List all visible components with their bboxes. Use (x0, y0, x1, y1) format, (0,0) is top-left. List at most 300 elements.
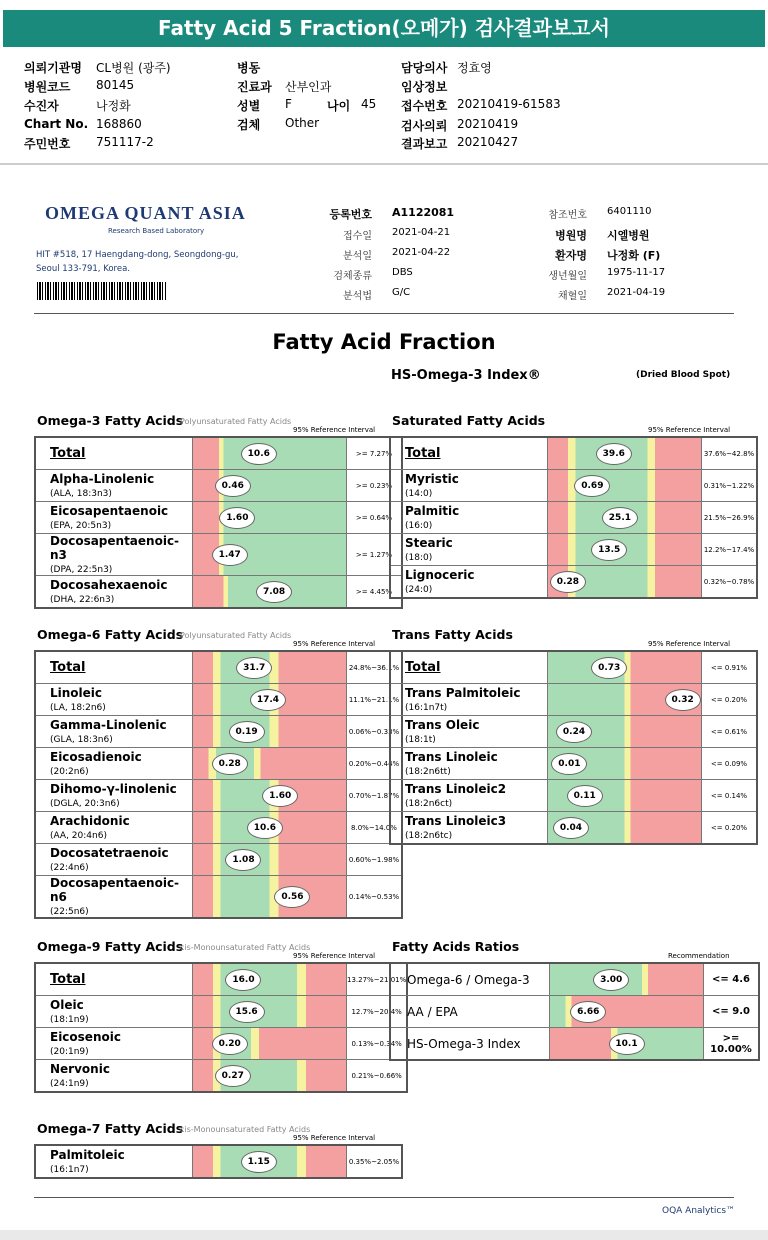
analyte-name: Gamma-Linolenic (50, 718, 167, 732)
analyte-code: (ALA, 18:3n3) (50, 489, 112, 499)
reference-bar (548, 651, 702, 684)
table-row (35, 1145, 402, 1178)
reference-range: 0.35%~2.05% (347, 1145, 403, 1178)
analyte-name-cell (390, 684, 548, 716)
reference-range: <= 0.20% (702, 684, 758, 716)
header-field-label: 병원코드 (24, 80, 71, 94)
section-subtitle: Polyunsaturated Fatty Acids (180, 417, 292, 426)
analyte-name-cell (35, 1060, 193, 1093)
analyte-name-cell (390, 502, 548, 534)
header-field-label: 검체 (237, 118, 261, 132)
reference-bar (193, 651, 347, 684)
table-row (35, 963, 407, 996)
result-value-marker: 1.60 (219, 507, 255, 529)
lab-address-line2: Seoul 133-791, Korea. (36, 264, 130, 274)
analyte-name-cell (35, 470, 193, 502)
result-value-marker: 39.6 (596, 443, 632, 465)
section-title: Saturated Fatty Acids (392, 413, 546, 428)
table-row (35, 876, 402, 919)
reference-bar (193, 576, 347, 609)
analyte-name: Trans Oleic (405, 718, 480, 732)
lab-info-label: 채혈일 (558, 291, 587, 302)
lab-info-label: 병원명 (555, 229, 587, 242)
analyte-name-cell (390, 651, 548, 684)
header-field-value: 751117-2 (96, 135, 154, 149)
result-value-marker: 0.04 (553, 817, 589, 839)
analyte-name-cell (35, 534, 193, 576)
divider (34, 313, 734, 314)
reference-range: <= 0.09% (702, 748, 758, 780)
analyte-name: Stearic (405, 536, 453, 550)
table-row (35, 844, 402, 876)
table-row (390, 437, 757, 470)
header-field-value: 나정화 (96, 99, 131, 113)
analyte-name: Trans Linoleic3 (405, 814, 507, 828)
lab-logo-subtitle: Research Based Laboratory (108, 227, 205, 235)
result-value-marker: 16.0 (225, 969, 261, 991)
reference-bar (548, 470, 702, 502)
lab-logo: OMEGA QUANT ASIA (45, 203, 246, 223)
results-table (389, 650, 758, 845)
analyte-name: Docosapentaenoic-n6 (50, 876, 180, 904)
section-subtitle: Polyunsaturated Fatty Acids (180, 631, 292, 640)
analyte-name-cell (35, 437, 193, 470)
analyte-code: (20:1n9) (50, 1047, 89, 1057)
reference-range: 12.2%~17.4% (702, 534, 758, 566)
result-value-marker: 3.00 (593, 969, 629, 991)
lab-info-label: 환자명 (555, 249, 587, 262)
section-title: Omega-7 Fatty Acids (37, 1121, 184, 1136)
analyte-code: (16:1n7) (50, 1165, 89, 1175)
result-value-marker: 25.1 (602, 507, 638, 529)
analyte-name: Alpha-Linolenic (50, 472, 155, 486)
reference-range: <= 0.61% (702, 716, 758, 748)
result-value-marker: 0.19 (229, 721, 265, 743)
section-title: Trans Fatty Acids (392, 627, 513, 642)
reference-bar (193, 812, 347, 844)
analyte-name-cell (390, 963, 550, 996)
reference-range: <= 0.91% (702, 651, 758, 684)
header-field-value: 정효영 (457, 61, 492, 75)
reference-bar (548, 748, 702, 780)
reference-bar (193, 876, 347, 919)
analyte-name: Trans Linoleic2 (405, 782, 507, 796)
lab-info-value: 6401110 (607, 206, 652, 217)
analyte-name: Oleic (50, 998, 84, 1012)
reference-range: 12.7%~20.4% (347, 996, 408, 1028)
reference-bar (548, 566, 702, 599)
analyte-name-cell (390, 812, 548, 845)
table-row (35, 684, 402, 716)
reference-range: 0.70%~1.87% (347, 780, 403, 812)
analyte-code: (GLA, 18:3n6) (50, 735, 113, 745)
table-row (35, 534, 402, 576)
reference-range: 0.13%~0.34% (347, 1028, 408, 1060)
analyte-name-cell (35, 684, 193, 716)
section-subtitle: cis-Monounsaturated Fatty Acids (180, 943, 311, 952)
reference-bar-zones (193, 502, 346, 533)
result-value-marker: 13.5 (591, 539, 627, 561)
analyte-name: Total (50, 972, 86, 987)
results-table (389, 436, 758, 599)
reference-bar (550, 996, 704, 1028)
analyte-name-cell (35, 748, 193, 780)
reference-bar (193, 963, 347, 996)
reference-bar (548, 502, 702, 534)
result-value-marker: 0.24 (556, 721, 592, 743)
analyte-name: Palmitic (405, 504, 460, 518)
analyte-name: Total (50, 446, 86, 461)
result-value-marker: 0.11 (567, 785, 603, 807)
header-field-label: 병동 (237, 61, 261, 75)
header-field-value: Other (285, 116, 320, 130)
result-value-marker: 1.60 (262, 785, 298, 807)
analyte-name-cell (390, 1028, 550, 1061)
reference-bar-zones (193, 964, 346, 995)
result-value-marker: 1.47 (212, 544, 248, 566)
reference-range: 0.60%~1.98% (347, 844, 403, 876)
lab-info-label: 접수일 (343, 231, 372, 242)
reference-bar (548, 534, 702, 566)
table-row (35, 437, 402, 470)
result-value-marker: 10.6 (241, 443, 277, 465)
reference-interval-label: 95% Reference Interval (648, 640, 731, 648)
reference-bar-zones (548, 470, 701, 501)
analyte-code: (18:1n9) (50, 1015, 89, 1025)
lab-info-label: 분석법 (343, 291, 372, 302)
table-row (35, 502, 402, 534)
reference-range: >= 7.27% (347, 437, 403, 470)
reference-bar (193, 996, 347, 1028)
header-field-label: 결과보고 (401, 137, 448, 151)
table-row (35, 651, 402, 684)
analyte-name: Eicosapentaenoic (50, 504, 169, 518)
analyte-name-cell (390, 996, 550, 1028)
page-title: Fatty Acid Fraction (272, 330, 496, 354)
reference-range: >= 0.23% (347, 470, 403, 502)
analyte-code: (18:2n6tc) (405, 831, 453, 841)
analyte-code: (EPA, 20:5n3) (50, 521, 112, 531)
results-table (389, 962, 760, 1061)
result-value-marker: 0.46 (215, 475, 251, 497)
header-field-label: 검사의뢰 (401, 119, 448, 133)
analyte-code: (22:4n6) (50, 863, 89, 873)
reference-range: 13.27%~21.01% (347, 963, 408, 996)
reference-range: 0.21%~0.66% (347, 1060, 408, 1093)
lab-info-value: 2021-04-21 (392, 227, 451, 238)
reference-range: <= 9.0 (704, 996, 760, 1028)
reference-bar (193, 716, 347, 748)
header-field-value: 20210419 (457, 117, 519, 131)
lab-info-label: 참조번호 (548, 210, 587, 221)
lab-info-value: A1122081 (392, 206, 455, 219)
reference-bar (548, 812, 702, 845)
reference-range: >= 10.00% (704, 1028, 760, 1061)
header-field-value: F (285, 97, 292, 111)
header-field-label: 담당의사 (401, 61, 448, 75)
table-row (390, 716, 757, 748)
reference-bar (193, 844, 347, 876)
analyte-name: Total (405, 660, 441, 675)
result-value-marker: 15.6 (229, 1001, 265, 1023)
header-field-label: 진료과 (237, 80, 272, 94)
table-row (35, 716, 402, 748)
analyte-name: Docosahexaenoic (50, 578, 168, 592)
reference-range: 0.06%~0.33% (347, 716, 403, 748)
header-field-label: 임상정보 (401, 80, 448, 94)
reference-bar-zones (193, 844, 346, 875)
reference-range: 0.20%~0.44% (347, 748, 403, 780)
table-row (390, 566, 757, 599)
result-value-marker: 1.15 (241, 1151, 277, 1173)
table-row (390, 996, 759, 1028)
result-value-marker: 1.08 (225, 849, 261, 871)
analyte-name: Total (50, 660, 86, 675)
section-title: Omega-6 Fatty Acids (37, 627, 184, 642)
analyte-name: Eicosadienoic (50, 750, 142, 764)
footer-brand: OQA Analytics™ (662, 1206, 736, 1216)
divider (0, 163, 768, 165)
reference-bar (193, 470, 347, 502)
header-field-value: CL병원 (광주) (96, 61, 171, 75)
reference-bar (550, 1028, 704, 1061)
lab-info-value: DBS (392, 267, 413, 278)
analyte-code: (18:1t) (405, 735, 436, 745)
reference-bar (193, 684, 347, 716)
header-field-label: 접수번호 (401, 99, 448, 113)
analyte-name-cell (35, 1028, 193, 1060)
report-title-banner: Fatty Acid 5 Fraction(오메가) 검사결과보고서 (3, 10, 765, 47)
analyte-name-cell (390, 470, 548, 502)
reference-bar (193, 534, 347, 576)
header-field-value: 80145 (96, 78, 135, 92)
analyte-name-cell (35, 576, 193, 609)
result-value-marker: 17.4 (250, 689, 286, 711)
result-value-marker: 0.20 (212, 1033, 248, 1055)
divider (34, 1197, 734, 1198)
analyte-name: Linoleic (50, 686, 103, 700)
reference-bar (193, 748, 347, 780)
reference-bar (193, 437, 347, 470)
sample-type-note: (Dried Blood Spot) (636, 370, 731, 380)
result-value-marker: 0.28 (212, 753, 248, 775)
reference-range: 11.1%~21.1% (347, 684, 403, 716)
analyte-code: (18:2n6tt) (405, 767, 451, 777)
lab-info-value: 1975-11-17 (607, 267, 666, 278)
result-value-marker: 0.01 (551, 753, 587, 775)
reference-range: >= 4.45% (347, 576, 403, 609)
analyte-name-cell (35, 1145, 193, 1178)
reference-interval-label: 95% Reference Interval (293, 640, 376, 648)
analyte-name: Trans Linoleic (405, 750, 498, 764)
result-value-marker: 0.56 (274, 886, 310, 908)
results-table (34, 436, 403, 609)
analyte-name-cell (390, 748, 548, 780)
analyte-name: AA / EPA (407, 1004, 458, 1019)
header-field-value: 산부인과 (285, 80, 332, 94)
reference-range: <= 0.20% (702, 812, 758, 845)
reference-interval-label: 95% Reference Interval (293, 426, 376, 434)
lab-info-value: 2021-04-22 (392, 247, 451, 258)
table-row (35, 996, 407, 1028)
analyte-code: (DGLA, 20:3n6) (50, 799, 120, 809)
analyte-name-cell (390, 534, 548, 566)
analyte-name: Nervonic (50, 1062, 110, 1076)
result-value-marker: 7.08 (256, 581, 292, 603)
header-field-label: Chart No. (24, 117, 89, 131)
analyte-code: (16:1n7t) (405, 703, 448, 713)
result-value-marker: 31.7 (236, 657, 272, 679)
header-field-value: 20210419-61583 (457, 97, 561, 111)
reference-range: 0.14%~0.53% (347, 876, 403, 919)
lab-info-value: G/C (392, 287, 411, 298)
analyte-code: (24:0) (405, 585, 433, 595)
result-value-marker: 0.73 (591, 657, 627, 679)
analyte-name: Total (405, 446, 441, 461)
analyte-name-cell (35, 651, 193, 684)
section-title: Omega-9 Fatty Acids (37, 939, 184, 954)
reference-range: >= 1.27% (347, 534, 403, 576)
table-row (390, 502, 757, 534)
analyte-name: Docosatetraenoic (50, 846, 169, 860)
table-row (390, 812, 757, 845)
analyte-code: (LA, 18:2n6) (50, 703, 106, 713)
header-field-value: 20210427 (457, 135, 519, 149)
result-value-marker: 0.27 (215, 1065, 251, 1087)
table-row (390, 963, 759, 996)
analyte-code: (24:1n9) (50, 1079, 89, 1089)
reference-bar-zones (193, 876, 346, 917)
result-value-marker: 10.1 (609, 1033, 645, 1055)
reference-range: 8.0%~14.0% (347, 812, 403, 844)
analyte-code: (18:0) (405, 553, 433, 563)
analyte-code: (20:2n6) (50, 767, 89, 777)
barcode (37, 282, 167, 300)
reference-bar (550, 963, 704, 996)
analyte-name-cell (35, 502, 193, 534)
analyte-name-cell (35, 780, 193, 812)
table-row (35, 780, 402, 812)
analyte-code: (22:5n6) (50, 907, 89, 917)
results-table (34, 962, 408, 1093)
section-subtitle: cis-Monounsaturated Fatty Acids (180, 1125, 311, 1134)
reference-range: <= 4.6 (704, 963, 760, 996)
table-row (390, 470, 757, 502)
table-row (390, 534, 757, 566)
reference-interval-label: 95% Reference Interval (293, 1134, 376, 1142)
header-field-value: 168860 (96, 117, 142, 131)
analyte-name-cell (35, 844, 193, 876)
analyte-name-cell (390, 566, 548, 599)
reference-interval-label: 95% Reference Interval (648, 426, 731, 434)
reference-bar (548, 716, 702, 748)
reference-bar-zones (193, 996, 346, 1027)
reference-range: 0.32%~0.78% (702, 566, 758, 599)
analyte-code: (DHA, 22:6n3) (50, 595, 115, 605)
analyte-name: Myristic (405, 472, 459, 486)
reference-bar (548, 437, 702, 470)
lab-info-value: 시엘병원 (607, 229, 650, 242)
header-field-label: 성별 (237, 99, 261, 113)
reference-bar (193, 1145, 347, 1178)
analyte-name-cell (35, 716, 193, 748)
header-field-label: 나이 (327, 99, 351, 113)
table-row (390, 780, 757, 812)
table-row (390, 1028, 759, 1061)
result-value-marker: 0.28 (550, 571, 586, 593)
analyte-name-cell (35, 812, 193, 844)
analyte-name: Palmitoleic (50, 1148, 125, 1162)
table-row (35, 812, 402, 844)
header-field-label: 주민번호 (24, 137, 71, 151)
analyte-code: (DPA, 22:5n3) (50, 565, 113, 575)
analyte-name-cell (35, 963, 193, 996)
table-row (35, 470, 402, 502)
table-row (390, 651, 757, 684)
reference-interval-label: Recommendation (668, 952, 730, 960)
reference-interval-label: 95% Reference Interval (293, 952, 376, 960)
results-table (34, 1144, 403, 1179)
reference-range: 21.5%~26.9% (702, 502, 758, 534)
lab-info-label: 분석일 (343, 251, 372, 262)
table-row (390, 684, 757, 716)
results-table (34, 650, 403, 919)
lab-info-value: 나정화 (F) (607, 249, 661, 262)
analyte-code: (AA, 20:4n6) (50, 831, 107, 841)
analyte-name: HS-Omega-3 Index (407, 1036, 521, 1051)
analyte-name-cell (390, 437, 548, 470)
result-value-marker: 0.32 (665, 689, 701, 711)
reference-bar (548, 780, 702, 812)
reference-range: >= 0.64% (347, 502, 403, 534)
analyte-name-cell (390, 716, 548, 748)
reference-bar-zones (193, 716, 346, 747)
hs-omega3-title: HS-Omega-3 Index® (391, 368, 541, 383)
analyte-code: (14:0) (405, 489, 433, 499)
lab-address-line1: HIT #518, 17 Haengdang-dong, Seongdong-gu, (36, 250, 239, 260)
analyte-name: Docosapentaenoic-n3 (50, 534, 180, 562)
reference-bar (193, 1060, 347, 1093)
table-row (390, 748, 757, 780)
header-field-value: 45 (361, 97, 377, 111)
reference-range: 24.8%~36.1% (347, 651, 403, 684)
table-row (35, 576, 402, 609)
analyte-name-cell (35, 996, 193, 1028)
analyte-name: Lignoceric (405, 568, 475, 582)
result-value-marker: 0.69 (574, 475, 610, 497)
lab-info-label: 등록번호 (329, 208, 372, 221)
reference-bar (193, 502, 347, 534)
reference-bar (193, 780, 347, 812)
header-field-label: 의뢰기관명 (24, 61, 82, 75)
analyte-name: Trans Palmitoleic (405, 686, 521, 700)
analyte-name-cell (35, 876, 193, 919)
reference-range: 0.31%~1.22% (702, 470, 758, 502)
analyte-name-cell (390, 780, 548, 812)
table-row (35, 1028, 407, 1060)
lab-info-value: 2021-04-19 (607, 287, 666, 298)
section-title: Fatty Acids Ratios (392, 939, 520, 954)
result-value-marker: 6.66 (570, 1001, 606, 1023)
analyte-name: Omega-6 / Omega-3 (407, 972, 530, 987)
reference-bar (548, 684, 702, 716)
reference-range: <= 0.14% (702, 780, 758, 812)
analyte-code: (16:0) (405, 521, 433, 531)
table-row (35, 748, 402, 780)
section-title: Omega-3 Fatty Acids (37, 413, 184, 428)
analyte-name: Dihomo-γ-linolenic (50, 782, 177, 796)
reference-range: 37.6%~42.8% (702, 437, 758, 470)
